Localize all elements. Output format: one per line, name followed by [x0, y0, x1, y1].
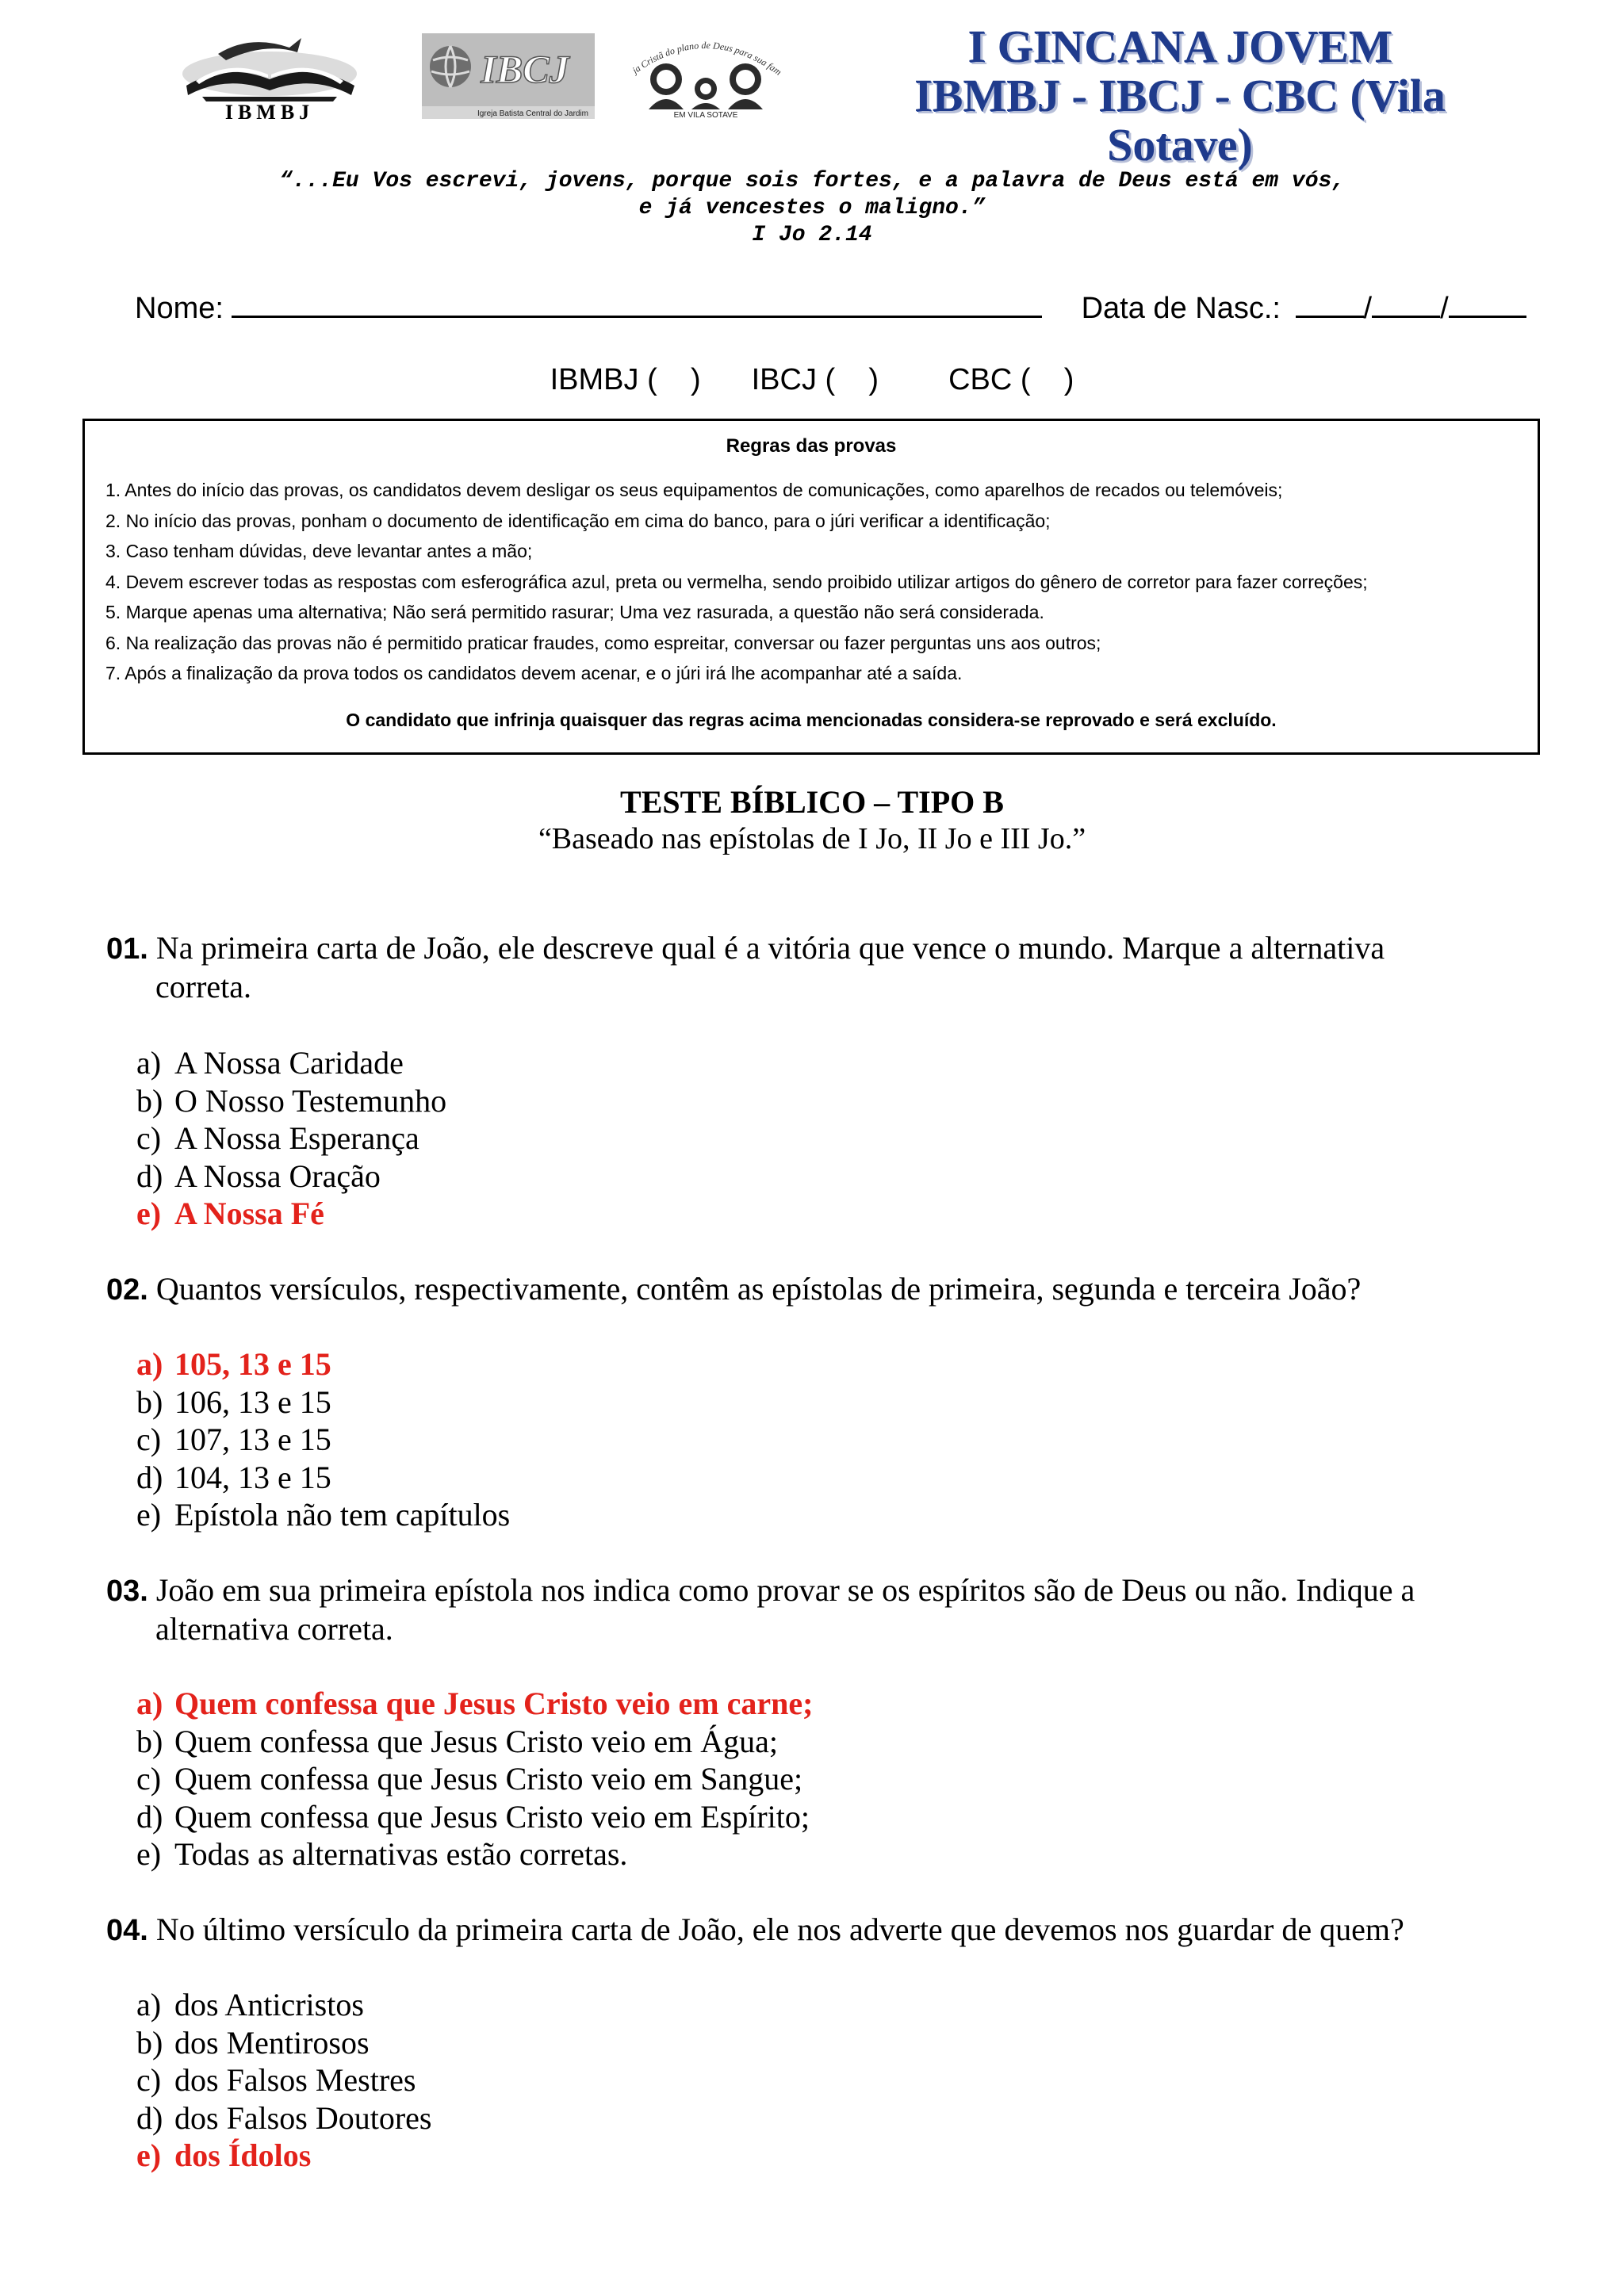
- verse-reference: I Jo 2.14: [752, 223, 872, 247]
- test-title: TESTE BÍBLICO – TIPO B: [620, 784, 1004, 820]
- option-c[interactable]: c) 107, 13 e 15: [136, 1422, 331, 1458]
- rule-item: 3. Caso tenham dúvidas, deve levantar antes a mão;: [105, 541, 533, 561]
- option-c[interactable]: c) A Nossa Esperança: [136, 1120, 419, 1157]
- epigraph-verse: [0, 168, 1624, 249]
- rules-warning: O candidato que infrinja quaisquer das regras acima mencionadas considera-se reprovado e será excluído.: [346, 710, 1277, 730]
- birth-month-field[interactable]: [1372, 292, 1440, 318]
- option-b[interactable]: b) Quem confessa que Jesus Cristo veio em Água;: [136, 1723, 778, 1759]
- verse-line-2: e já vencestes o maligno.”: [638, 196, 986, 220]
- rule-item: 7. Após a finalização da prova todos os candidatos devem acenar, e o júri irá lhe acompanhar até a saída.: [105, 663, 963, 683]
- option-b[interactable]: b) dos Mentirosos: [136, 2024, 370, 2061]
- svg-text:Igreja Cristã do plano de Deus: ja Cristã do plano de Deus para sua fam: [630, 39, 784, 78]
- birth-year-field[interactable]: [1449, 292, 1526, 318]
- question-number: 04.: [106, 1914, 148, 1947]
- name-label: Nome:: [135, 292, 224, 325]
- option-c[interactable]: c) dos Falsos Mestres: [136, 2062, 416, 2099]
- question-text: No último versículo da primeira carta de João, ele nos adverte que devemos nos guardar de quem?: [155, 1911, 1404, 1947]
- name-birth-row: Nome: Data de Nasc.: / /: [135, 292, 1526, 326]
- church-selection-row: [0, 363, 1624, 397]
- svg-text:EM VILA SOTAVE: EM VILA SOTAVE: [673, 111, 738, 119]
- question-01: [106, 929, 1518, 1006]
- question-number: 01.: [106, 932, 148, 966]
- church-option-ibmbj[interactable]: IBMBJ ( ): [550, 363, 701, 396]
- svg-text:IBMBJ: IBMBJ: [224, 101, 315, 124]
- option-d[interactable]: d) Quem confessa que Jesus Cristo veio em Espírito;: [136, 1798, 810, 1835]
- option-e-correct[interactable]: e) dos Ídolos: [136, 2137, 312, 2174]
- option-e-correct[interactable]: e) A Nossa Fé: [136, 1196, 324, 1232]
- option-b[interactable]: b) 106, 13 e 15: [136, 1383, 331, 1420]
- rule-item: 2. No início das provas, ponham o documento de identificação em cima do banco, para o júri verificar a identificação;: [105, 510, 1051, 531]
- globe-icon: [430, 46, 471, 87]
- option-d[interactable]: d) dos Falsos Doutores: [136, 2099, 432, 2136]
- ibmbj-logo: [170, 30, 369, 124]
- svg-text:IBCJ: IBCJ: [481, 47, 569, 91]
- birth-label: Data de Nasc.:: [1081, 292, 1281, 325]
- question-text-cont: correta.: [155, 969, 252, 1004]
- rules-title: Regras das provas: [726, 435, 897, 457]
- rule-item: 4. Devem escrever todas as respostas com esferográfica azul, preta ou vermelha, sendo proibido utilizar artigos do gênero de corretor para fazer correções;: [105, 571, 1368, 592]
- question-text: Quantos versículos, respectivamente, contêm as epístolas de primeira, segunda e terceira João?: [155, 1271, 1362, 1307]
- birth-day-field[interactable]: [1296, 292, 1364, 318]
- question-text-cont: alternativa correta.: [155, 1611, 393, 1647]
- question-number: 02.: [106, 1273, 148, 1307]
- name-field[interactable]: [232, 292, 1042, 318]
- ibcj-logo: [422, 33, 595, 119]
- open-book-icon: [170, 30, 369, 124]
- question-02: [106, 1270, 1518, 1309]
- option-a[interactable]: a) dos Anticristos: [136, 1987, 364, 2022]
- rule-item: 6. Na realização das provas não é permitido praticar fraudes, como espreitar, conversar ou fazer perguntas uns aos outros;: [105, 632, 1101, 653]
- option-d[interactable]: d) A Nossa Oração: [136, 1158, 381, 1194]
- options-04: [136, 1986, 431, 2175]
- rules-list: [105, 475, 1525, 689]
- option-e[interactable]: e) Epístola não tem capítulos: [136, 1497, 511, 1533]
- title-line-2: IBMBJ - IBCJ - CBC (Vila Sotave): [914, 70, 1446, 170]
- rules-box: [82, 419, 1540, 755]
- rule-item: 1. Antes do início das provas, os candidatos devem desligar os seus equipamentos de comunicações, como aparelhos de recados ou telemóveis;: [105, 480, 1283, 500]
- test-subtitle: “Baseado nas epístolas de I Jo, II Jo e III Jo.”: [538, 822, 1086, 855]
- options-02: [136, 1345, 510, 1534]
- cbc-logo: [611, 33, 801, 119]
- options-01: [136, 1044, 446, 1233]
- question-text: João em sua primeira epístola nos indica como provar se os espíritos são de Deus ou não. Indique a: [155, 1572, 1415, 1608]
- option-a[interactable]: a) A Nossa Caridade: [136, 1045, 404, 1081]
- question-text: Na primeira carta de João, ele descreve qual é a vitória que vence o mundo. Marque a alternativa: [155, 930, 1385, 966]
- option-c[interactable]: c) Quem confessa que Jesus Cristo veio em Sangue;: [136, 1761, 803, 1797]
- church-option-cbc[interactable]: CBC ( ): [948, 363, 1074, 396]
- family-icon: [649, 63, 763, 109]
- option-b[interactable]: b) O Nosso Testemunho: [136, 1082, 447, 1119]
- option-a-correct[interactable]: a) Quem confessa que Jesus Cristo veio em carne;: [136, 1686, 814, 1721]
- church-option-ibcj[interactable]: IBCJ ( ): [751, 363, 879, 396]
- options-03: [136, 1685, 813, 1873]
- option-a-correct[interactable]: a) 105, 13 e 15: [136, 1346, 331, 1382]
- option-e[interactable]: e) Todas as alternativas estão corretas.: [136, 1836, 628, 1873]
- question-04: [106, 1911, 1518, 1950]
- rule-item: 5. Marque apenas uma alternativa; Não será permitido rasurar; Uma vez rasurada, a questão não será considerada.: [105, 602, 1044, 622]
- event-title: [839, 22, 1521, 170]
- svg-text:Igreja Batista Central do Jard: Igreja Batista Central do Jardim: [477, 109, 589, 118]
- question-03: [106, 1571, 1518, 1648]
- verse-line-1: “...Eu Vos escrevi, jovens, porque sois fortes, e a palavra de Deus está em vós,: [278, 169, 1346, 193]
- question-number: 03.: [106, 1575, 148, 1608]
- title-line-1: I GINCANA JOVEM: [967, 21, 1392, 72]
- option-d[interactable]: d) 104, 13 e 15: [136, 1459, 331, 1495]
